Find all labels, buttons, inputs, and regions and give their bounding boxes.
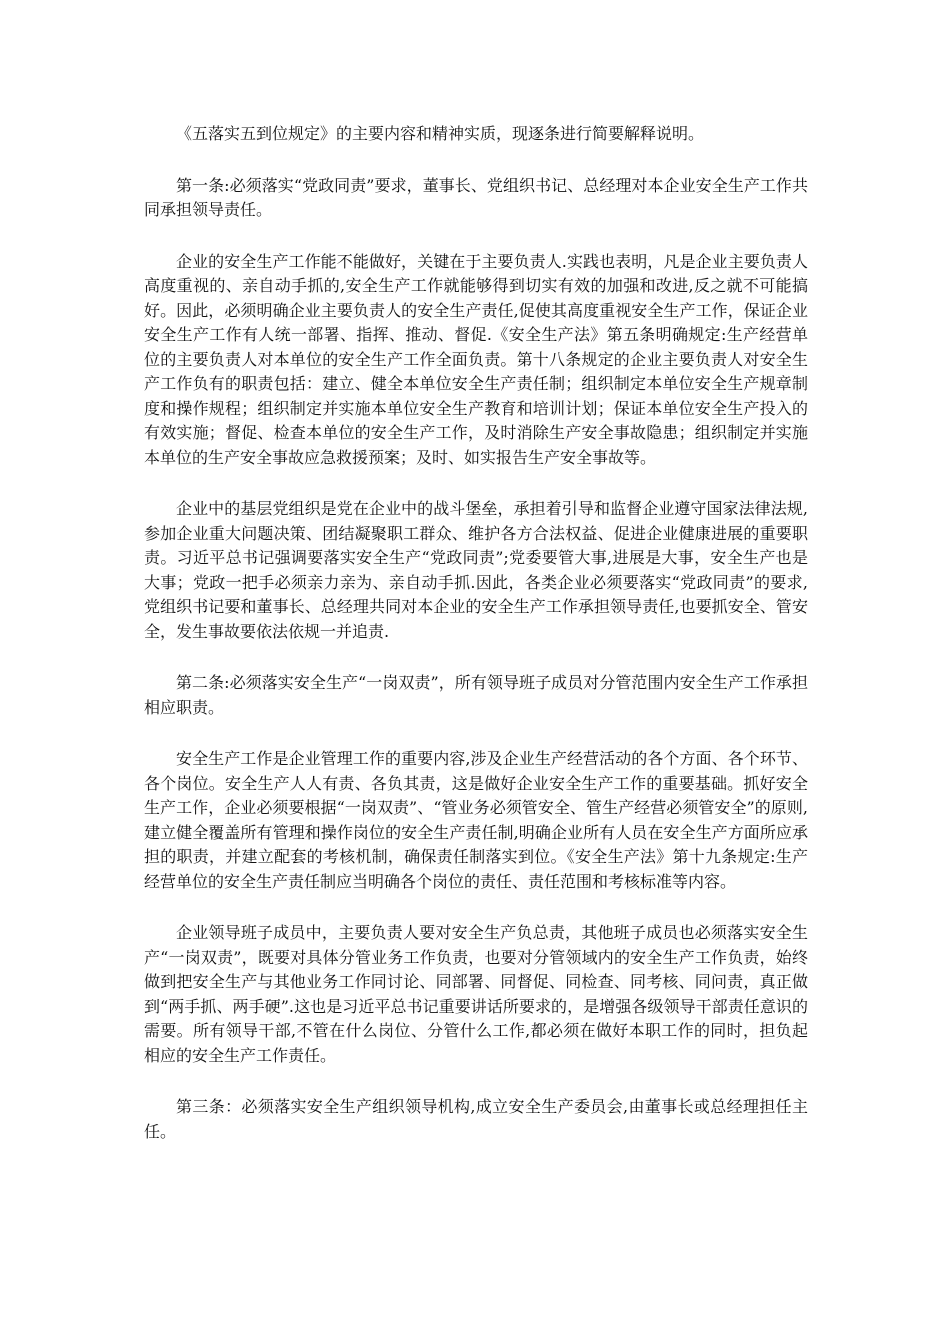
- paragraph-party-organization: 企业中的基层党组织是党在企业中的战斗堡垒，承担着引导和监督企业遵守国家法律法规,参加企业重大问题决策、团结凝聚职工群众、维护各方合法权益、促进企业健康进展的重要职责。习近平总书记强调要落实安全生产“党政同责”;党委要管大事,进展是大事，安全生产也是大事；党政一把手必须亲力亲为、亲自动手抓.因此，各类企业必须要落实“党政同责”的要求,党组织书记要和董事长、总经理共同对本企业的安全生产工作承担领导责任,也要抓安全、管安全，发生事故要依法依规一并追责.: [144, 499, 808, 641]
- paragraph-article-3: 第三条：必须落实安全生产组织领导机构,成立安全生产委员会,由董事长或总经理担任主任。: [144, 1097, 808, 1141]
- paragraph-article-1: 第一条:必须落实“党政同责”要求，董事长、党组织书记、总经理对本企业安全生产工作共同承担领导责任。: [144, 175, 808, 219]
- paragraph-article-1-explanation: 企业的安全生产工作能不能做好，关键在于主要负责人.实践也表明，凡是企业主要负责人高度重视的、亲自动手抓的,安全生产工作就能够得到切实有效的加强和改进,反之就不可能搞好。因此，必须明确企业主要负责人的安全生产责任,促使其高度重视安全生产工作，保证企业安全生产工作有人统一部署、指挥、推动、督促.《安全生产法》第五条明确规定:生产经营单位的主要负责人对本单位的安全生产工作全面负责。第十八条规定的企业主要负责人对安全生产工作负有的职责包括：建立、健全本单位安全生产责任制；组织制定本单位安全生产规章制度和操作规程；组织制定并实施本单位安全生产教育和培训计划；保证本单位安全生产投入的有效实施；督促、检查本单位的安全生产工作，及时消除生产安全事故隐患；组织制定并实施本单位的生产安全事故应急救援预案；及时、如实报告生产安全事故等。: [144, 251, 808, 467]
- document-body: [144, 122, 808, 1144]
- paragraph-article-2: 第二条:必须落实安全生产“一岗双责”，所有领导班子成员对分管范围内安全生产工作承担相应职责。: [144, 673, 808, 717]
- paragraph-leadership-duties: 企业领导班子成员中，主要负责人要对安全生产负总责，其他班子成员也必须落实安全生产“一岗双责”，既要对具体分管业务工作负责，也要对分管领域内的安全生产工作负责，始终做到把安全生产与其他业务工作同讨论、同部署、同督促、同检查、同考核、同问责，真正做到“两手抓、两手硬”.这也是习近平总书记重要讲话所要求的，是增强各级领导干部责任意识的需要。所有领导干部,不管在什么岗位、分管什么工作,都必须在做好本职工作的同时，担负起相应的安全生产工作责任。: [144, 923, 808, 1065]
- paragraph-article-2-explanation: 安全生产工作是企业管理工作的重要内容,涉及企业生产经营活动的各个方面、各个环节、各个岗位。安全生产人人有责、各负其责，这是做好企业安全生产工作的重要基础。抓好安全生产工作，企业必须要根据“一岗双责”、“管业务必须管安全、管生产经营必须管安全”的原则,建立健全覆盖所有管理和操作岗位的安全生产责任制,明确企业所有人员在安全生产方面所应承担的职责，并建立配套的考核机制，确保责任制落实到位。《安全生产法》第十九条规定:生产经营单位的安全生产责任制应当明确各个岗位的责任、责任范围和考核标准等内容。: [144, 749, 808, 891]
- paragraph-intro: 《五落实五到位规定》的主要内容和精神实质，现逐条进行简要解释说明。: [176, 124, 705, 143]
